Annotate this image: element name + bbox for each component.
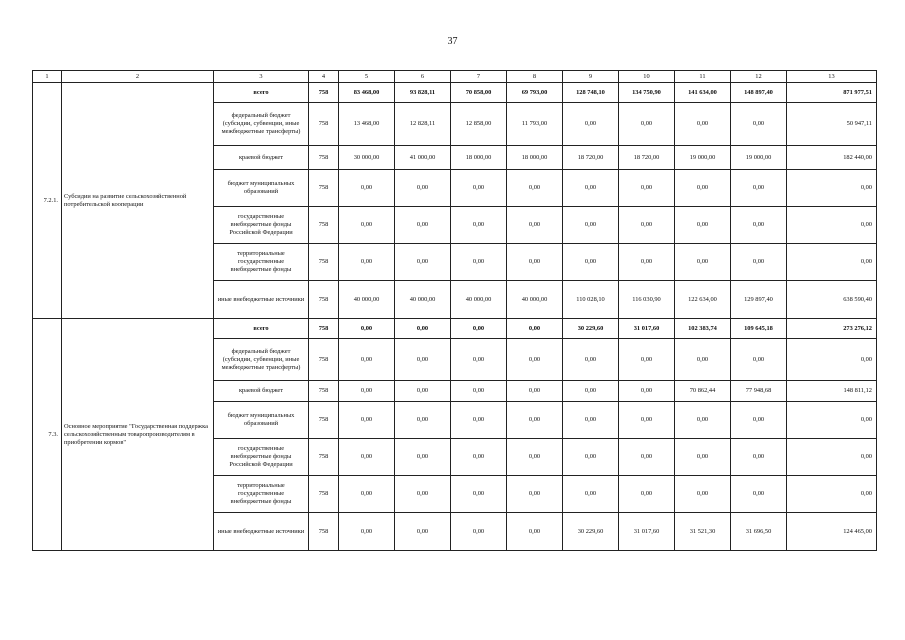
year-value: 0,00 — [395, 439, 451, 476]
year-value: 0,00 — [563, 339, 619, 381]
year-value: 0,00 — [563, 476, 619, 513]
year-value: 116 030,90 — [619, 281, 675, 319]
funding-source: государственные внебюджетные фонды Российской Федерации — [214, 207, 309, 244]
year-value: 70 858,00 — [451, 83, 507, 103]
grbs-code: 758 — [309, 513, 339, 551]
year-value: 0,00 — [675, 207, 731, 244]
year-value: 0,00 — [395, 207, 451, 244]
funding-source: краевой бюджет — [214, 381, 309, 402]
year-value: 69 793,00 — [507, 83, 563, 103]
year-value: 19 000,00 — [731, 146, 787, 170]
year-value: 0,00 — [619, 476, 675, 513]
funding-source: бюджет муниципальных образований — [214, 170, 309, 207]
year-value: 40 000,00 — [507, 281, 563, 319]
year-value: 0,00 — [451, 476, 507, 513]
header-cell: 1 — [33, 71, 62, 83]
year-value: 0,00 — [451, 170, 507, 207]
year-value: 129 897,40 — [731, 281, 787, 319]
year-value: 0,00 — [731, 170, 787, 207]
funding-source: территориальные государственные внебюджетные фонды — [214, 244, 309, 281]
header-cell: 8 — [507, 71, 563, 83]
grbs-code: 758 — [309, 103, 339, 146]
grbs-code: 758 — [309, 207, 339, 244]
year-value: 0,00 — [675, 339, 731, 381]
header-cell: 10 — [619, 71, 675, 83]
total-value: 273 276,12 — [787, 319, 877, 339]
year-value: 110 028,10 — [563, 281, 619, 319]
grbs-code: 758 — [309, 319, 339, 339]
header-cell: 13 — [787, 71, 877, 83]
year-value: 0,00 — [339, 339, 395, 381]
year-value: 0,00 — [619, 402, 675, 439]
year-value: 30 229,60 — [563, 513, 619, 551]
funding-source: федеральный бюджет (субсидии, субвенции, иные межбюджетные трансферты) — [214, 103, 309, 146]
year-value: 0,00 — [563, 244, 619, 281]
grbs-code: 758 — [309, 439, 339, 476]
year-value: 0,00 — [451, 207, 507, 244]
year-value: 0,00 — [507, 319, 563, 339]
year-value: 0,00 — [563, 207, 619, 244]
year-value: 31 017,60 — [619, 319, 675, 339]
header-cell: 4 — [309, 71, 339, 83]
table-row — [33, 319, 877, 339]
total-value: 50 947,11 — [787, 103, 877, 146]
page-number: 37 — [447, 36, 458, 47]
grbs-code: 758 — [309, 146, 339, 170]
grbs-code: 758 — [309, 381, 339, 402]
year-value: 0,00 — [451, 402, 507, 439]
year-value: 0,00 — [675, 103, 731, 146]
grbs-code: 758 — [309, 339, 339, 381]
year-value: 0,00 — [619, 170, 675, 207]
header-cell: 9 — [563, 71, 619, 83]
year-value: 0,00 — [675, 170, 731, 207]
funding-source: федеральный бюджет (субсидии, субвенции, иные межбюджетные трансферты) — [214, 339, 309, 381]
year-value: 0,00 — [563, 402, 619, 439]
year-value: 41 000,00 — [395, 146, 451, 170]
year-value: 18 720,00 — [619, 146, 675, 170]
total-value: 871 977,51 — [787, 83, 877, 103]
year-value: 0,00 — [563, 103, 619, 146]
year-value: 0,00 — [451, 319, 507, 339]
year-value: 0,00 — [731, 476, 787, 513]
year-value: 0,00 — [507, 402, 563, 439]
section-code: 7.2.1. — [33, 83, 62, 319]
header-cell: 12 — [731, 71, 787, 83]
total-value: 148 811,12 — [787, 381, 877, 402]
year-value: 141 634,00 — [675, 83, 731, 103]
total-value: 182 440,00 — [787, 146, 877, 170]
year-value: 0,00 — [395, 339, 451, 381]
year-value: 0,00 — [339, 381, 395, 402]
section-code: 7.3. — [33, 319, 62, 551]
total-value: 0,00 — [787, 439, 877, 476]
header-cell: 7 — [451, 71, 507, 83]
year-value: 0,00 — [339, 207, 395, 244]
funding-source: иные внебюджетные источники — [214, 513, 309, 551]
grbs-code: 758 — [309, 170, 339, 207]
year-value: 0,00 — [563, 170, 619, 207]
grbs-code: 758 — [309, 281, 339, 319]
funding-source: краевой бюджет — [214, 146, 309, 170]
year-value: 0,00 — [731, 439, 787, 476]
year-value: 40 000,00 — [339, 281, 395, 319]
total-value: 0,00 — [787, 244, 877, 281]
year-value: 0,00 — [675, 439, 731, 476]
year-value: 0,00 — [339, 439, 395, 476]
year-value: 83 468,00 — [339, 83, 395, 103]
year-value: 93 828,11 — [395, 83, 451, 103]
funding-source: бюджет муниципальных образований — [214, 402, 309, 439]
year-value: 0,00 — [675, 476, 731, 513]
funding-source: всего — [214, 83, 309, 103]
table-body — [33, 71, 877, 551]
year-value: 30 000,00 — [339, 146, 395, 170]
year-value: 0,00 — [507, 339, 563, 381]
year-value: 0,00 — [731, 339, 787, 381]
section-title: Субсидии на развитие сельскохозяйственной потребительской кооперации — [62, 83, 214, 319]
year-value: 0,00 — [451, 339, 507, 381]
year-value: 77 948,68 — [731, 381, 787, 402]
year-value: 31 017,60 — [619, 513, 675, 551]
year-value: 0,00 — [395, 244, 451, 281]
year-value: 148 897,40 — [731, 83, 787, 103]
year-value: 0,00 — [451, 244, 507, 281]
year-value: 40 000,00 — [395, 281, 451, 319]
year-value: 0,00 — [731, 103, 787, 146]
year-value: 109 645,18 — [731, 319, 787, 339]
year-value: 0,00 — [619, 244, 675, 281]
grbs-code: 758 — [309, 476, 339, 513]
funding-source: территориальные государственные внебюджетные фонды — [214, 476, 309, 513]
header-cell: 11 — [675, 71, 731, 83]
grbs-code: 758 — [309, 83, 339, 103]
grbs-code: 758 — [309, 244, 339, 281]
year-value: 0,00 — [619, 103, 675, 146]
year-value: 13 468,00 — [339, 103, 395, 146]
year-value: 18 720,00 — [563, 146, 619, 170]
year-value: 0,00 — [507, 381, 563, 402]
year-value: 40 000,00 — [451, 281, 507, 319]
grbs-code: 758 — [309, 402, 339, 439]
year-value: 12 858,00 — [451, 103, 507, 146]
column-number-header-row — [33, 71, 877, 83]
year-value: 134 750,90 — [619, 83, 675, 103]
total-value: 0,00 — [787, 339, 877, 381]
year-value: 0,00 — [339, 244, 395, 281]
year-value: 70 862,44 — [675, 381, 731, 402]
year-value: 0,00 — [507, 439, 563, 476]
year-value: 0,00 — [731, 244, 787, 281]
table-row — [33, 83, 877, 103]
year-value: 0,00 — [339, 476, 395, 513]
funding-source: государственные внебюджетные фонды Российской Федерации — [214, 439, 309, 476]
total-value: 0,00 — [787, 207, 877, 244]
year-value: 11 793,00 — [507, 103, 563, 146]
year-value: 0,00 — [395, 402, 451, 439]
year-value: 0,00 — [731, 207, 787, 244]
year-value: 0,00 — [507, 170, 563, 207]
year-value: 0,00 — [451, 513, 507, 551]
year-value: 0,00 — [619, 381, 675, 402]
year-value: 0,00 — [339, 170, 395, 207]
total-value: 0,00 — [787, 170, 877, 207]
year-value: 0,00 — [619, 339, 675, 381]
year-value: 30 229,60 — [563, 319, 619, 339]
year-value: 0,00 — [507, 476, 563, 513]
year-value: 102 383,74 — [675, 319, 731, 339]
year-value: 31 521,30 — [675, 513, 731, 551]
year-value: 19 000,00 — [675, 146, 731, 170]
year-value: 0,00 — [339, 402, 395, 439]
year-value: 0,00 — [563, 381, 619, 402]
year-value: 0,00 — [395, 381, 451, 402]
year-value: 0,00 — [675, 244, 731, 281]
year-value: 0,00 — [507, 207, 563, 244]
year-value: 0,00 — [451, 439, 507, 476]
year-value: 12 828,11 — [395, 103, 451, 146]
year-value: 122 634,00 — [675, 281, 731, 319]
total-value: 0,00 — [787, 402, 877, 439]
total-value: 0,00 — [787, 476, 877, 513]
year-value: 0,00 — [451, 381, 507, 402]
total-value: 124 465,00 — [787, 513, 877, 551]
year-value: 18 000,00 — [451, 146, 507, 170]
year-value: 0,00 — [619, 207, 675, 244]
year-value: 0,00 — [339, 513, 395, 551]
year-value: 0,00 — [339, 319, 395, 339]
year-value: 128 748,10 — [563, 83, 619, 103]
section-title: Основное мероприятие "Государственная поддержка сельскохозяйственным товаропроизводителям в приобретении кормов" — [62, 319, 214, 551]
total-value: 638 590,40 — [787, 281, 877, 319]
year-value: 0,00 — [563, 439, 619, 476]
budget-table — [32, 70, 877, 551]
header-cell: 3 — [214, 71, 309, 83]
year-value: 0,00 — [395, 319, 451, 339]
year-value: 0,00 — [507, 513, 563, 551]
year-value: 0,00 — [731, 402, 787, 439]
year-value: 0,00 — [395, 513, 451, 551]
year-value: 18 000,00 — [507, 146, 563, 170]
year-value: 0,00 — [395, 476, 451, 513]
funding-source: иные внебюджетные источники — [214, 281, 309, 319]
year-value: 0,00 — [619, 439, 675, 476]
year-value: 0,00 — [507, 244, 563, 281]
header-cell: 5 — [339, 71, 395, 83]
year-value: 0,00 — [675, 402, 731, 439]
year-value: 0,00 — [395, 170, 451, 207]
header-cell: 6 — [395, 71, 451, 83]
funding-source: всего — [214, 319, 309, 339]
year-value: 31 696,50 — [731, 513, 787, 551]
header-cell: 2 — [62, 71, 214, 83]
